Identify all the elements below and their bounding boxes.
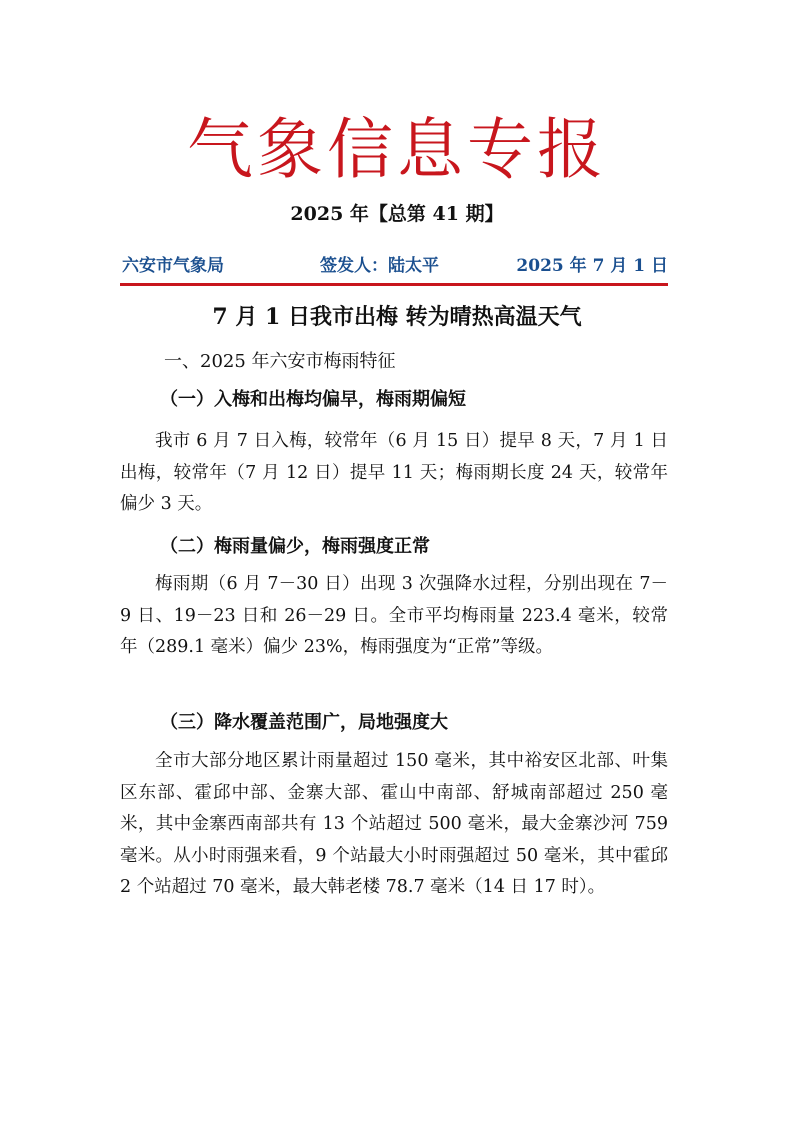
subsection-heading-2: （二）梅雨量偏少，梅雨强度正常 [160, 536, 430, 557]
header-divider [120, 283, 668, 286]
subsection-heading-1: （一）入梅和出梅均偏早，梅雨期偏短 [160, 389, 466, 410]
article-headline: 7 月 1 日我市出梅 转为晴热高温天气 [212, 304, 582, 330]
signer: 签发人：陆太平 [320, 256, 439, 276]
masthead-title: 气象信息专报 [187, 111, 607, 188]
subsection-heading-3: （三）降水覆盖范围广，局地强度大 [160, 712, 448, 733]
meta-row [120, 252, 668, 280]
subsection-paragraph-2: 梅雨期（6 月 7－30 日）出现 3 次强降水过程，分别出现在 7－9 日、19－23 日和 26－29 日。全市平均梅雨量 223.4 毫米，较常年（289.1 毫米）偏少 23%，梅雨强度为“正常”等级。 [120, 574, 668, 657]
subsection-paragraph-1: 我市 6 月 7 日入梅，较常年（6 月 15 日）提早 8 天，7 月 1 日出梅，较常年（7 月 12 日）提早 11 天；梅雨期长度 24 天，较常年偏少 3 天。 [120, 431, 668, 514]
issuing-agency: 六安市气象局 [122, 256, 224, 276]
issue-number: 2025 年【总第 41 期】 [290, 203, 504, 225]
section-title: 一、2025 年六安市梅雨特征 [164, 351, 396, 372]
subsection-paragraph-3: 全市大部分地区累计雨量超过 150 毫米，其中裕安区北部、叶集区东部、霍邱中部、金寨大部、霍山中南部、舒城南部超过 250 毫米，其中金寨西南部共有 13 个站超过 500 毫米，最大金寨沙河 759 毫米。从小时雨强来看，9 个站最大小时雨强超过 50 毫米，其中霍邱 2 个站超过 70 毫米，最大韩老楼 78.7 毫米（14 日 17 时）。 [120, 751, 668, 897]
issue-date: 2025 年 7 月 1 日 [516, 256, 668, 276]
